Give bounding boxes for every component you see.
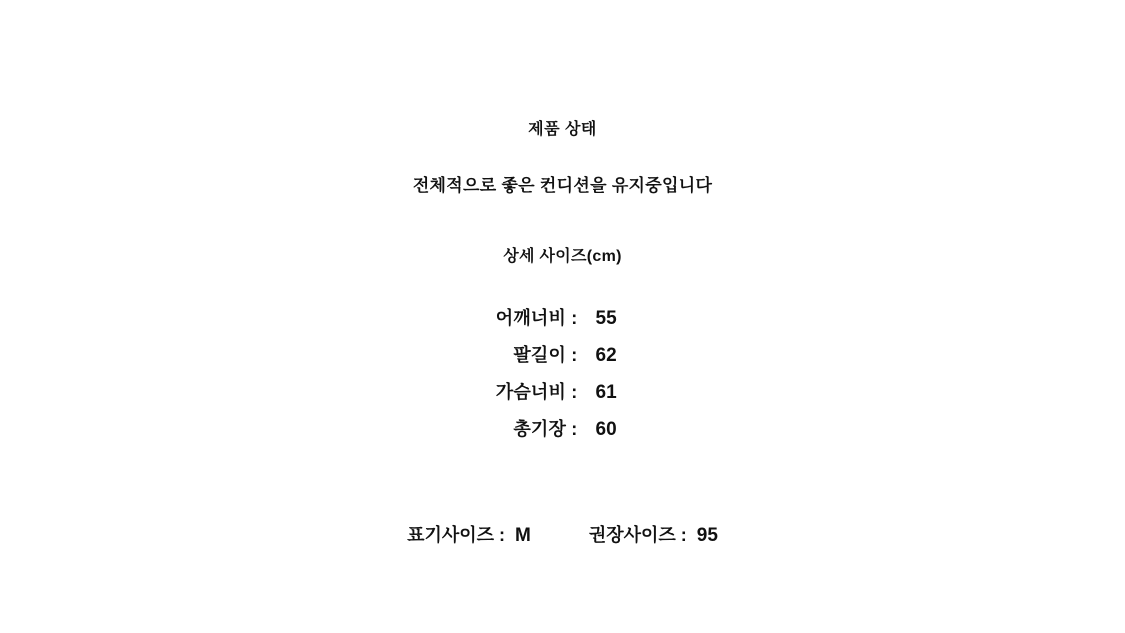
measurement-value: 61 — [595, 382, 617, 403]
measurement-label: 어깨너비 : — [495, 308, 578, 328]
measurement-row — [0, 378, 1125, 404]
marked-size — [407, 521, 531, 547]
marked-size-label: 표기사이즈 : — [407, 525, 506, 545]
measurement-value: 62 — [595, 345, 617, 366]
measurement-label: 가슴너비 : — [495, 382, 578, 402]
marked-size-value: M — [515, 525, 531, 546]
measurement-label: 팔길이 : — [513, 345, 578, 365]
measurement-value: 60 — [595, 419, 617, 440]
condition-heading: 제품 상태 — [528, 121, 597, 138]
recommended-size-label: 권장사이즈 : — [588, 525, 687, 545]
condition-description: 전체적으로 좋은 컨디션을 유지중입니다 — [412, 176, 713, 195]
recommended-size — [589, 521, 718, 547]
measurement-value: 55 — [595, 308, 617, 329]
measurement-label: 총기장 : — [513, 419, 578, 439]
measurement-row — [0, 341, 1125, 367]
size-summary — [0, 521, 1125, 547]
size-heading: 상세 사이즈(cm) — [503, 248, 622, 265]
measurement-row — [0, 304, 1125, 330]
recommended-size-value: 95 — [696, 525, 718, 546]
measurement-row — [0, 415, 1125, 441]
measurement-list — [0, 304, 1125, 452]
